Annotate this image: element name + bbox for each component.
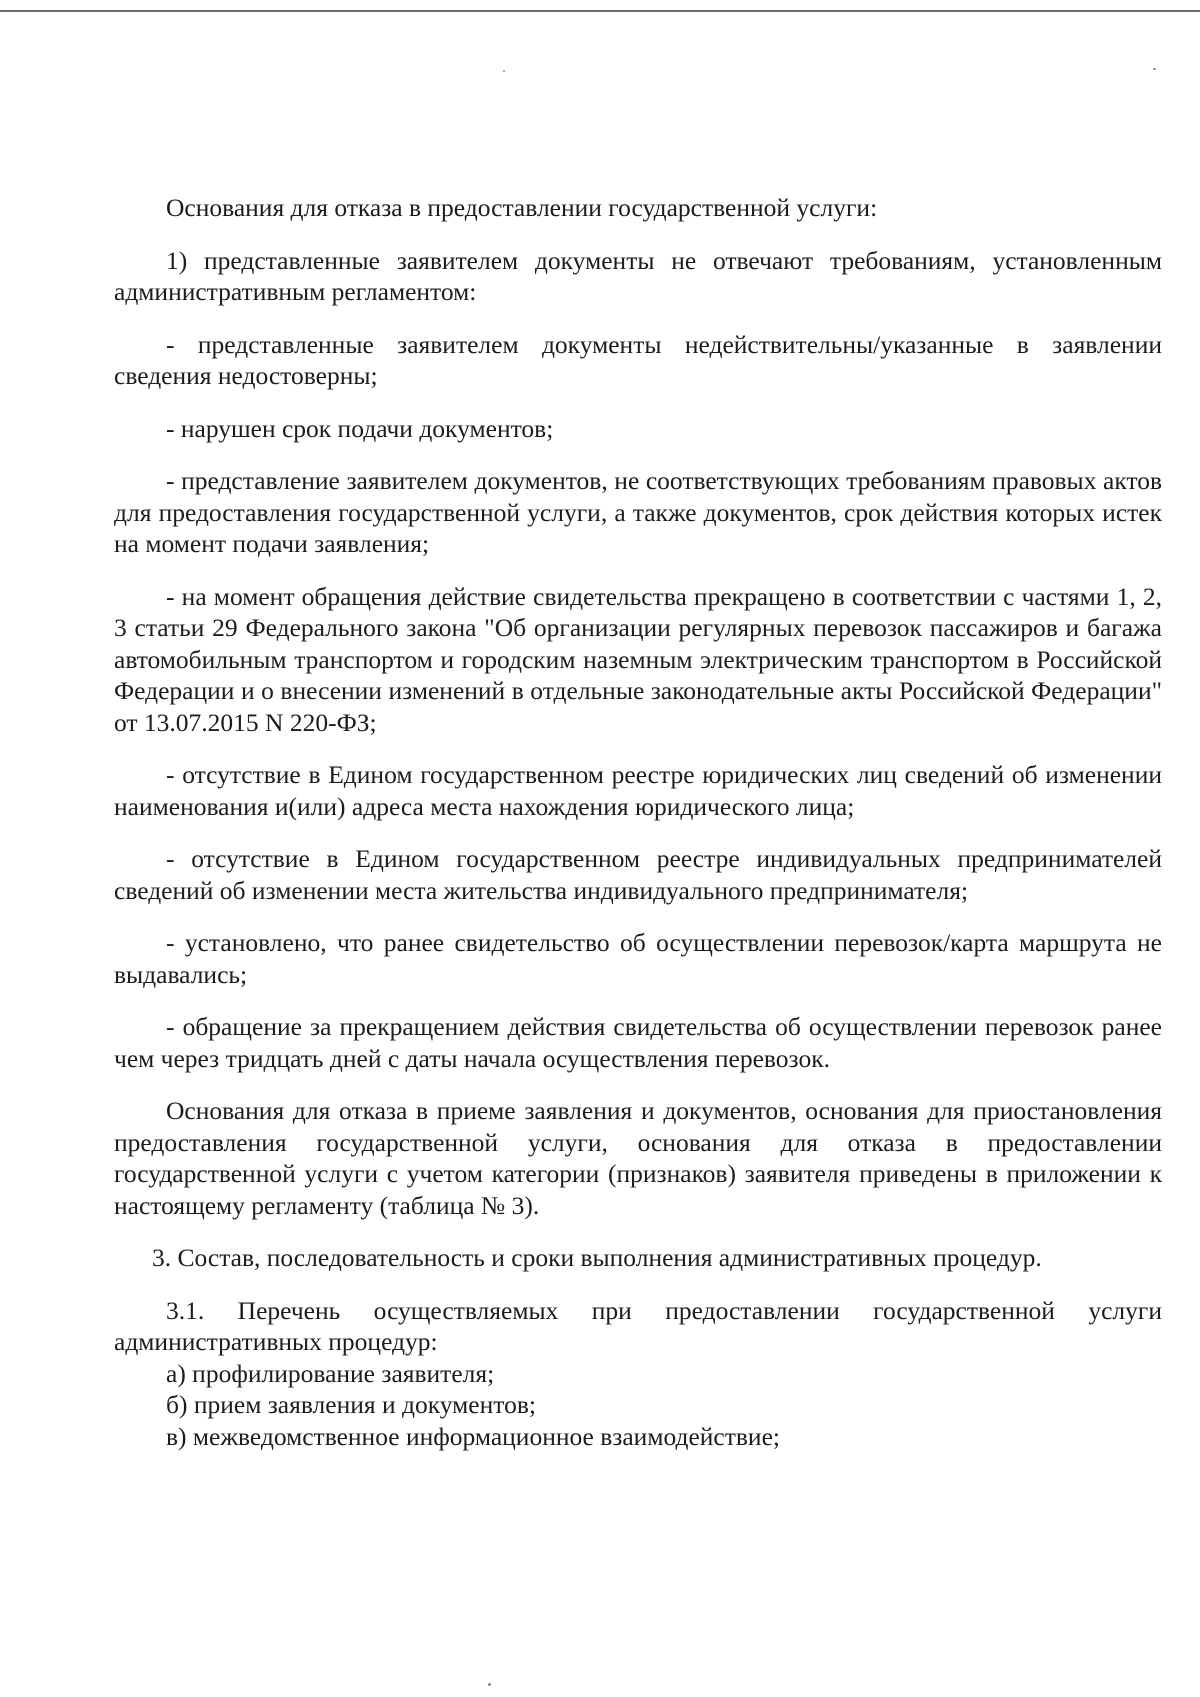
procedure-item: б) прием заявления и документов; [166, 1390, 536, 1419]
bullet-entrepreneur-register: - отсутствие в Едином государственном реестре индивидуальных предпринимателей сведений об изменении места жительства индивидуального предпринимателя; [114, 844, 1162, 905]
bullet-not-issued: - установлено, что ранее свидетельство об осуществлении перевозок/карта маршрута не выдавались; [114, 928, 1162, 989]
procedure-item: в) межведомственное информационное взаимодействие; [166, 1421, 780, 1451]
bullet-thirty-days: - обращение за прекращением действия свидетельства об осуществлении перевозок ранее чем через тридцать дней с даты начала осуществления перевозок. [114, 1012, 1162, 1073]
procedure-item: а) профилирование заявителя; [166, 1358, 495, 1388]
section-3-1-intro: 3.1. Перечень осуществляемых при предоставлении государственной услуги административных процедур: [114, 1295, 1162, 1356]
section-3-heading: 3. Состав, последовательность и сроки выполнения административных процедур. [152, 1243, 1042, 1272]
scan-speck [1153, 68, 1156, 70]
scan-top-border [0, 10, 1200, 12]
bullet-noncompliant-documents: - представление заявителем документов, не соответствующих требованиям правовых актов для предоставления государственной услуги, а также документов, срок действия которых истек на момент подачи заявления; [114, 466, 1162, 558]
bullet-invalid-documents: - представленные заявителем документы недействительны/указанные в заявлении сведения недостоверны; [114, 329, 1162, 390]
document-page [114, 192, 1162, 1452]
scan-speck [503, 70, 505, 72]
refusal-grounds-intro: Основания для отказа в предоставлении государственной услуги: [166, 193, 878, 222]
bullet-certificate-terminated: - на момент обращения действие свидетельства прекращено в соответствии с частями 1, 2, 3 статьи 29 Федерального закона "Об организации регулярных перевозок пассажиров и багажа автомобильным транспортом и городским наземным электрическим транспортом в Российской Федерации и о внесении изменений в отдельные законодательные акты Российской Федерации" от 13.07.2015 N 220-ФЗ; [114, 581, 1162, 737]
scan-speck [488, 1683, 491, 1686]
bullet-legal-entity-register: - отсутствие в Едином государственном реестре юридических лиц сведений об изменении наименования и(или) адреса места нахождения юридического лица; [114, 760, 1162, 821]
point-1: 1) представленные заявителем документы не отвечают требованиям, установленным административным регламентом: [114, 245, 1162, 306]
grounds-table-note: Основания для отказа в приеме заявления и документов, основания для приостановления предоставления государственной услуги, основания для отказа в предоставлении государственной услуги с учетом категории (признаков) заявителя приведены в приложении к настоящему регламенту (таблица № 3). [114, 1096, 1162, 1220]
bullet-deadline-violated: - нарушен срок подачи документов; [166, 413, 554, 443]
